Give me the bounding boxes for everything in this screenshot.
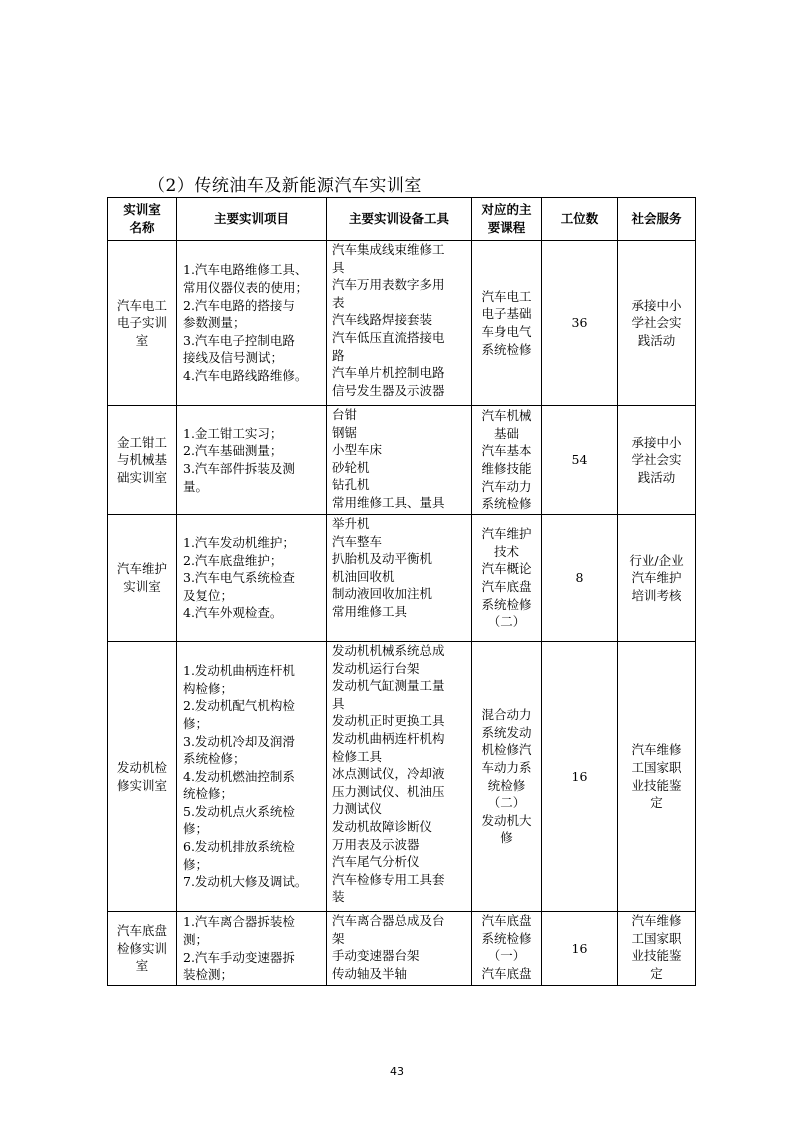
social-service-line: 学社会实 [631, 452, 682, 468]
courses-line: 修 [500, 830, 513, 846]
equipment-line: 制动液回收加注机 [332, 586, 433, 602]
header-training-items: 主要实训项目 [177, 198, 327, 241]
equipment-line: 力测试仪 [332, 801, 383, 817]
training-items-line: 修； [183, 821, 209, 837]
equipment-line: 路 [332, 347, 345, 363]
social-service-line: 业技能鉴 [631, 777, 682, 793]
equipment-line: 发动机气缸测量工量 [332, 678, 445, 694]
courses-line: 汽车概论 [481, 561, 532, 577]
social-service-line: 践活动 [637, 332, 676, 348]
social-service-cell [618, 642, 696, 912]
equipment-line: 扒胎机及动平衡机 [332, 551, 433, 567]
equipment-line: 汽车线路焊接套装 [332, 312, 433, 328]
courses-cell [472, 515, 542, 642]
stations-cell: 16 [542, 642, 618, 912]
courses-line: 系统检修 [481, 341, 532, 357]
equipment-line: 台钳 [332, 407, 358, 422]
room-name-cell [108, 515, 177, 642]
courses-line: 汽车底盘 [481, 579, 532, 594]
equipment-line: 发动机曲柄连杆机构 [332, 730, 445, 746]
equipment-line: 砂轮机 [332, 459, 370, 475]
room-name-line: 发动机检 [116, 759, 167, 775]
training-items-line: 3.汽车电子控制电路 [183, 332, 295, 348]
training-room-table [107, 197, 696, 986]
room-name-line: 汽车底盘 [116, 923, 167, 939]
equipment-line: 万用表及示波器 [332, 836, 420, 852]
courses-line: 混合动力 [481, 707, 532, 723]
stations-cell: 54 [542, 406, 618, 515]
equipment-cell [327, 515, 472, 642]
equipment-cell [327, 406, 472, 515]
equipment-line: 汽车单片机控制电路 [332, 365, 445, 381]
training-items-line: 构检修； [183, 680, 234, 696]
room-name-cell [108, 241, 177, 406]
header-stations: 工位数 [542, 198, 618, 241]
training-items-line: 2.汽车手动变速器拆 [183, 949, 295, 965]
room-name-line: 与机械基 [116, 452, 167, 468]
courses-line: 系统发动 [481, 724, 532, 740]
room-name-line: 础实训室 [116, 469, 167, 485]
table-row [108, 912, 696, 986]
equipment-line: 具 [332, 259, 345, 275]
equipment-cell [327, 642, 472, 912]
courses-line: （一） [487, 948, 526, 964]
courses-cell [472, 642, 542, 912]
header-room-name: 实训室 名称 [108, 198, 177, 241]
social-service-line: 汽车维修 [631, 913, 682, 928]
training-items-cell [177, 642, 327, 912]
training-items-line: 2.发动机配气机构检 [183, 698, 295, 714]
equipment-line: 常用维修工具、量具 [332, 494, 445, 510]
social-service-line: 汽车维修 [631, 742, 682, 758]
equipment-line: 机油回收机 [332, 568, 395, 584]
courses-line: 汽车动力 [481, 478, 532, 494]
equipment-line: 汽车尾气分析仪 [332, 854, 420, 870]
training-items-line: 接线及信号测试； [183, 350, 284, 366]
equipment-line: 汽车万用表数字多用 [332, 277, 445, 293]
room-name-line: 室 [135, 958, 149, 974]
training-items-line: 7.发动机大修及调试。 [183, 874, 308, 890]
equipment-line: 压力测试仪、机油压 [332, 783, 445, 799]
social-service-cell [618, 406, 696, 515]
room-name-line: 汽车电工 [116, 297, 167, 313]
courses-line: 汽车机械 [481, 408, 532, 424]
training-items-line: 4.汽车外观检查。 [183, 605, 283, 621]
courses-line: 汽车底盘 [481, 965, 532, 981]
social-service-line: 承接中小 [631, 434, 682, 450]
training-items-line: 1.金工钳工实习； [183, 425, 283, 441]
equipment-cell [327, 241, 472, 406]
courses-line: 基础 [493, 425, 519, 441]
header-courses: 对应的主 要课程 [472, 198, 542, 241]
training-items-line: 3.汽车部件拆装及测 [183, 461, 295, 476]
equipment-line: 汽车集成线束维修工 [332, 242, 445, 257]
room-name-line: 修实训室 [116, 777, 167, 793]
equipment-line: 汽车整车 [332, 533, 383, 549]
equipment-line: 发动机机械系统总成 [332, 643, 445, 658]
training-items-line: 4.汽车电路线路维修。 [183, 367, 308, 383]
courses-line: 技术 [493, 543, 519, 559]
training-items-cell [177, 241, 327, 406]
stations-cell: 36 [542, 241, 618, 406]
social-service-line: 定 [650, 795, 663, 811]
room-name-line: 室 [135, 332, 149, 348]
header-social-service: 社会服务 [618, 198, 696, 241]
training-items-cell [177, 406, 327, 515]
table-header-row [108, 198, 696, 241]
room-name-line: 金工钳工 [116, 434, 167, 450]
social-service-line: 工国家职 [631, 930, 682, 946]
table-row [108, 241, 696, 406]
room-name-cell [108, 912, 177, 986]
equipment-line: 小型车床 [332, 442, 383, 458]
courses-line: （二） [487, 795, 526, 811]
courses-line: 机检修汽 [481, 742, 532, 758]
training-items-line: 3.发动机冷却及润滑 [183, 733, 295, 749]
equipment-line: 汽车检修专用工具套 [332, 871, 445, 887]
training-items-line: 修； [183, 715, 209, 731]
training-items-line: 2.汽车基础测量； [183, 443, 283, 459]
training-items-line: 常用仪器仪表的使用； [183, 280, 309, 296]
courses-line: （二） [487, 614, 526, 630]
equipment-line: 表 [332, 294, 345, 310]
social-service-line: 工国家职 [631, 759, 682, 775]
social-service-line: 定 [650, 965, 663, 981]
equipment-line: 发动机运行台架 [332, 660, 420, 676]
equipment-line: 举升机 [332, 516, 370, 531]
room-name-line: 电子实训 [116, 315, 167, 331]
equipment-line: 信号发生器及示波器 [332, 382, 445, 398]
equipment-line: 装 [332, 889, 345, 905]
training-items-line: 6.发动机排放系统检 [183, 839, 295, 855]
training-items-line: 1.汽车电路维修工具、 [183, 262, 308, 278]
equipment-line: 具 [332, 695, 345, 711]
table-row [108, 515, 696, 642]
training-items-line: 测； [183, 931, 209, 947]
header-equipment: 主要实训设备工具 [327, 198, 472, 241]
training-items-line: 统检修； [183, 786, 234, 802]
courses-line: 系统检修 [481, 496, 532, 512]
table-row [108, 642, 696, 912]
courses-line: 汽车维护 [481, 526, 532, 542]
courses-cell [472, 406, 542, 515]
table-row [108, 406, 696, 515]
training-items-line: 2.汽车底盘维护； [183, 552, 283, 568]
training-items-line: 4.发动机燃油控制系 [183, 768, 295, 784]
section-title: （2）传统油车及新能源汽车实训室 [148, 176, 422, 196]
social-service-line: 行业/企业 [629, 552, 684, 568]
courses-line: 车身电气 [481, 324, 532, 339]
social-service-line: 学社会实 [631, 315, 682, 331]
training-items-line: 1.发动机曲柄连杆机 [183, 663, 295, 679]
courses-line: 汽车底盘 [481, 913, 532, 928]
training-items-line: 5.发动机点火系统检 [183, 803, 295, 819]
equipment-cell [327, 912, 472, 986]
room-name-line: 检修实训 [116, 940, 167, 956]
social-service-cell [618, 515, 696, 642]
courses-line: 汽车基本 [481, 443, 532, 459]
stations-cell: 16 [542, 912, 618, 986]
social-service-line: 承接中小 [631, 297, 682, 313]
equipment-line: 发动机故障诊断仪 [332, 818, 433, 834]
social-service-cell [618, 241, 696, 406]
courses-line: 维修技能 [481, 461, 532, 476]
equipment-line: 架 [332, 930, 345, 946]
training-items-cell [177, 515, 327, 642]
courses-line: 车动力系 [481, 759, 532, 775]
training-items-line: 及复位； [183, 587, 234, 603]
equipment-line: 冰点测试仪，冷却液 [332, 766, 445, 782]
equipment-line: 检修工具 [332, 748, 383, 764]
social-service-line: 业技能鉴 [631, 948, 682, 964]
courses-line: 系统检修 [481, 596, 532, 612]
equipment-line: 发动机正时更换工具 [332, 713, 445, 729]
equipment-line: 钢锯 [332, 424, 358, 440]
training-items-line: 1.汽车发动机维护； [183, 535, 295, 551]
training-items-line: 1.汽车离合器拆装检 [183, 914, 295, 930]
courses-line: 系统检修 [481, 930, 532, 946]
training-items-line: 量。 [183, 478, 209, 494]
room-name-cell [108, 406, 177, 515]
equipment-line: 传动轴及半轴 [332, 965, 408, 981]
room-name-cell [108, 642, 177, 912]
equipment-line: 汽车低压直流搭接电 [332, 329, 445, 345]
room-name-line: 实训室 [123, 579, 161, 594]
courses-line: 发动机大 [481, 812, 532, 828]
courses-line: 汽车电工 [481, 288, 532, 304]
equipment-line: 钻孔机 [332, 477, 370, 493]
training-items-line: 参数测量； [183, 315, 246, 331]
courses-line: 统检修 [487, 777, 526, 793]
page-number: 43 [390, 1065, 404, 1078]
social-service-line: 践活动 [637, 469, 676, 485]
training-items-line: 修； [183, 856, 209, 872]
social-service-line: 汽车维护 [631, 570, 682, 586]
stations-cell: 8 [542, 515, 618, 642]
training-items-cell [177, 912, 327, 986]
courses-line: 电子基础 [481, 306, 532, 322]
equipment-line: 常用维修工具 [332, 603, 408, 619]
courses-cell [472, 912, 542, 986]
training-items-line: 3.汽车电气系统检查 [183, 570, 295, 586]
equipment-line: 手动变速器台架 [332, 948, 420, 964]
training-items-line: 系统检修； [183, 751, 246, 767]
room-name-line: 汽车维护 [116, 561, 167, 577]
training-items-line: 2.汽车电路的搭接与 [183, 297, 295, 313]
courses-cell [472, 241, 542, 406]
social-service-line: 培训考核 [631, 587, 682, 603]
training-items-line: 装检测； [183, 967, 234, 983]
equipment-line: 汽车离合器总成及台 [332, 913, 445, 928]
table-body [108, 241, 696, 986]
social-service-cell [618, 912, 696, 986]
